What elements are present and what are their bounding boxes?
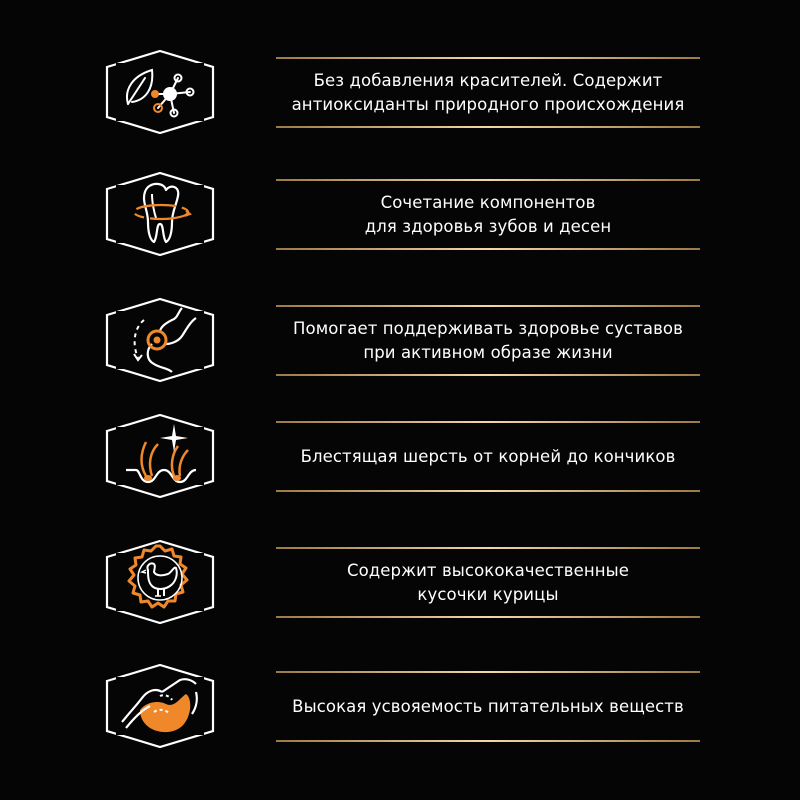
feature-text-line: кусочки курицы — [417, 584, 559, 604]
feature-item-teeth-gums — [0, 172, 800, 256]
feature-text-line: Содержит высококачественные — [346, 560, 630, 580]
feature-item-joints — [0, 298, 800, 382]
feature-item-chicken — [0, 540, 800, 624]
feature-text-line: Блестящая шерсть от корней до кончиков — [300, 446, 676, 466]
bottom-divider — [276, 490, 700, 492]
feature-text-line: Сочетание компонентов — [380, 192, 596, 212]
feature-text-line: Высокая усвояемость питательных веществ — [292, 696, 684, 716]
feature-text-line: Помогает поддерживать здоровье суставов — [293, 318, 683, 338]
feature-text — [276, 549, 700, 616]
feature-text — [276, 181, 700, 248]
feature-text-line: для здоровья зубов и десен — [364, 216, 612, 236]
bottom-divider — [276, 126, 700, 128]
tooth-icon — [100, 172, 220, 256]
feature-item-shiny-coat — [0, 414, 800, 498]
feature-text-line: антиоксиданты природного происхождения — [291, 94, 685, 114]
feature-item-digestibility — [0, 664, 800, 748]
bottom-divider — [276, 740, 700, 742]
feature-text — [276, 423, 700, 490]
molecule-leaf-icon — [100, 50, 220, 134]
feature-text — [276, 307, 700, 374]
bottom-divider — [276, 616, 700, 618]
feature-text-line: Без добавления красителей. Содержит — [313, 70, 663, 90]
chicken-icon — [100, 540, 220, 624]
feature-text — [276, 59, 700, 126]
feature-text-line: при активном образе жизни — [363, 342, 613, 362]
bottom-divider — [276, 374, 700, 376]
digestion-icon — [100, 664, 220, 748]
shiny-hair-icon — [100, 414, 220, 498]
joint-icon — [100, 298, 220, 382]
feature-item-no-colorants — [0, 50, 800, 134]
bottom-divider — [276, 248, 700, 250]
feature-text — [276, 673, 700, 740]
